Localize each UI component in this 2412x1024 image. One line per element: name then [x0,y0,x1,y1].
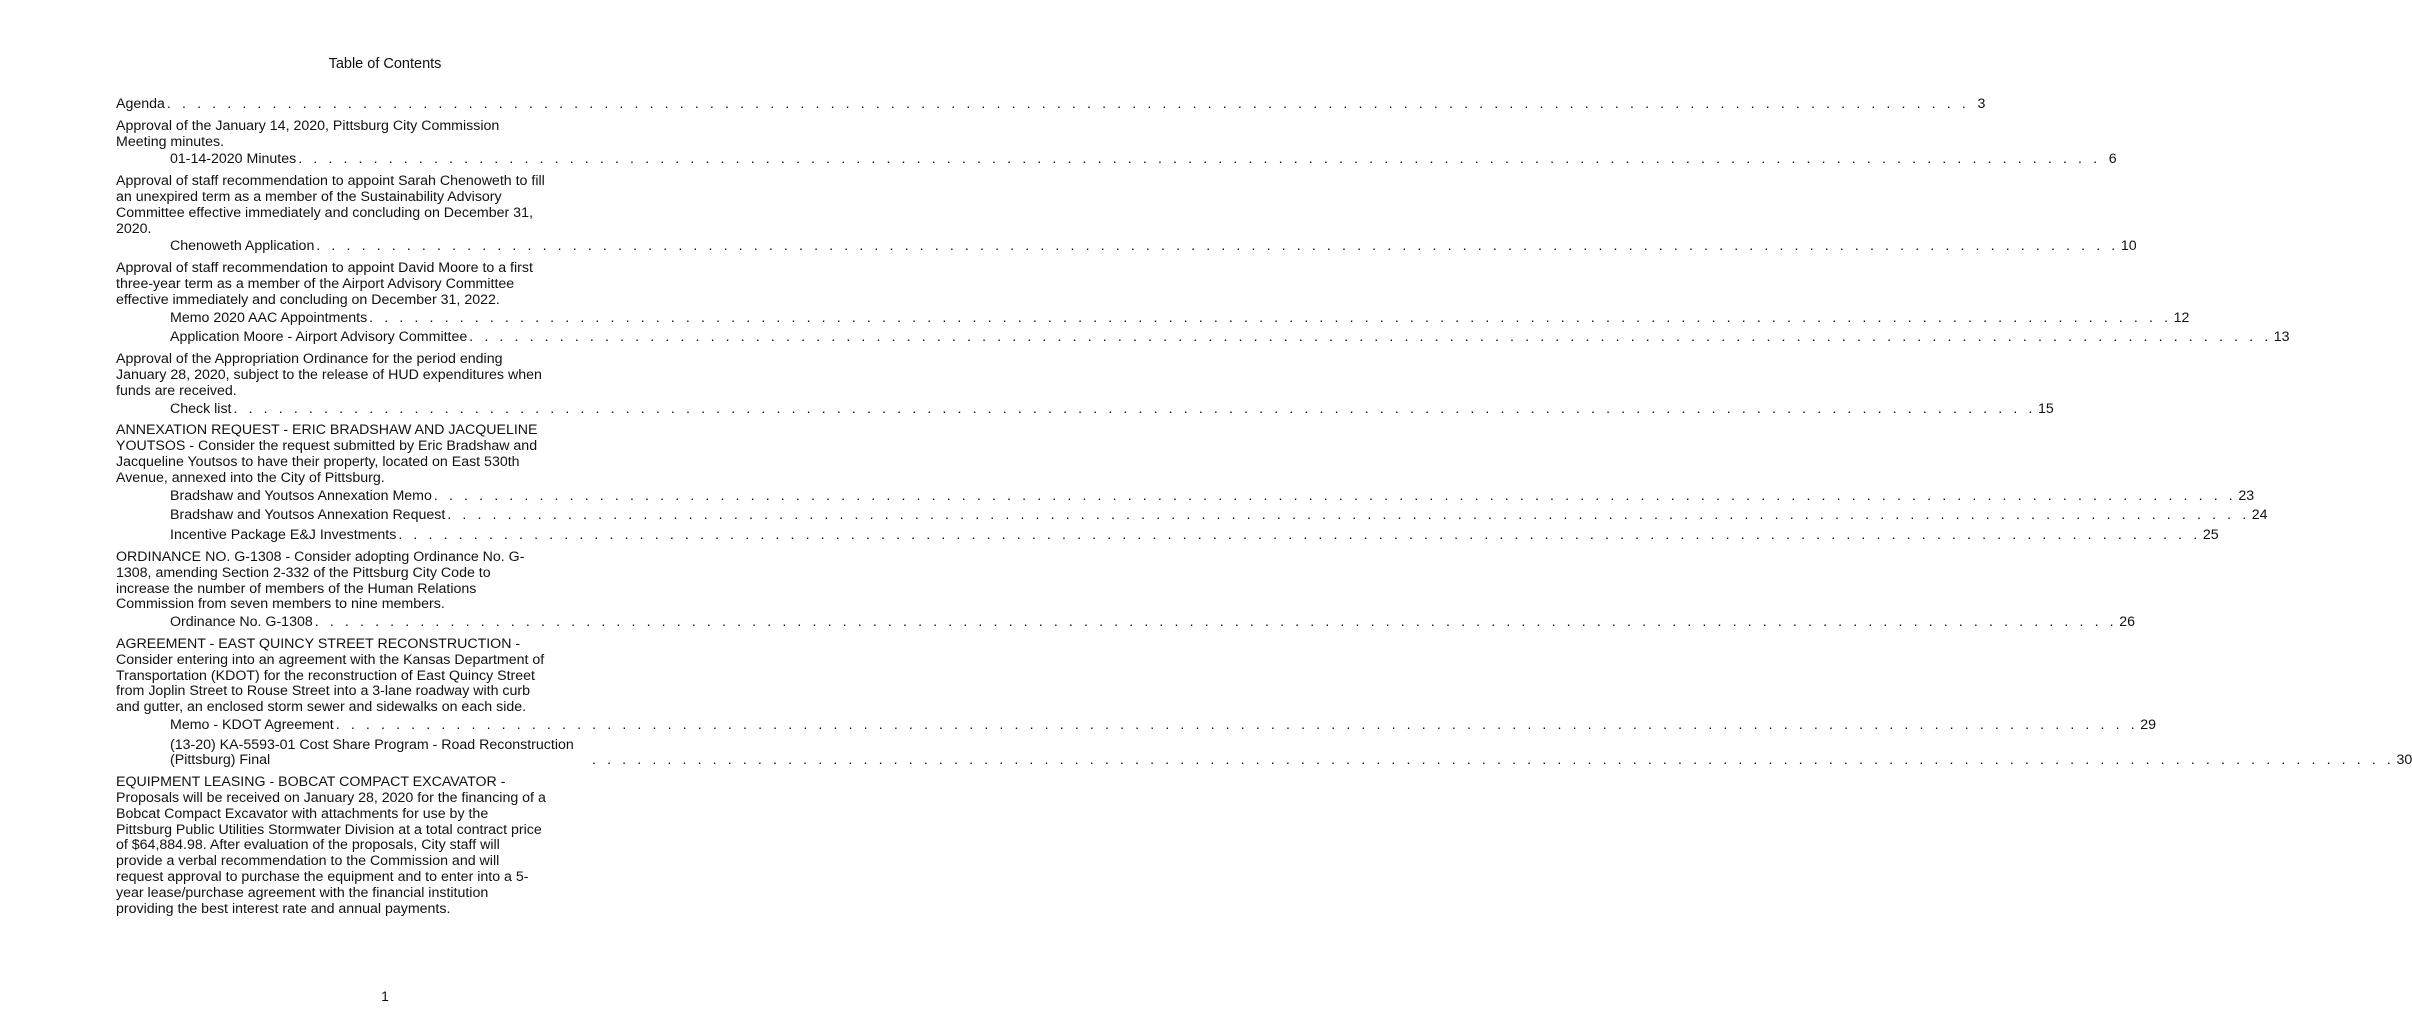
spacer [116,255,616,259]
page-number: 1 [381,988,389,1004]
toc-entry-page: 25 [2202,527,2219,544]
toc-entry-page: 23 [2238,487,2255,504]
dot-leader: . . . . . . . . . . . . . . . . . . . . . . . . . . . . . . . . . . . . . . . . . . . . . . . . . . . . . . . . . . . . . . . . . . . . . . . . . . . . . . . . . . . . . . . . . . . . . . . . . . . . . . . . . . . . . . . . . . . . . . . . [335,716,2139,733]
toc-entry[interactable] [116,736,2412,770]
dot-leader: . . . . . . . . . . . . . . . . . . . . . . . . . . . . . . . . . . . . . . . . . . . . . . . . . . . . . . . . . . . . . . . . . . . . . . . . . . . . . . . . . . . . . . . . . . . . . . . . . . . . . . . . . . . . . . . . . . . . . . . . [447,507,2250,524]
toc-entry-label: Chenoweth Application [170,238,315,255]
dot-leader: . . . . . . . . . . . . . . . . . . . . . . . . . . . . . . . . . . . . . . . . . . . . . . . . . . . . . . . . . . . . . . . . . . . . . . . . . . . . . . . . . . . . . . . . . . . . . . . . . . . . . . . . . . . . . . . . . . . . . . . . [369,309,2172,326]
spacer [116,113,616,117]
toc-item-description: ORDINANCE NO. G-1308 - Consider adopting Ordinance No. G-1308, amending Section 2-332 of the Pittsburg City Code to increase the number of members of the Human Relations Commission from seven members to nine members. [116,548,525,613]
toc-entry-label: Agenda [116,96,165,112]
toc-entry-label: Check list [170,400,232,417]
dot-leader: . . . . . . . . . . . . . . . . . . . . . . . . . . . . . . . . . . . . . . . . . . . . . . . . . . . . . . . . . . . . . . . . . . . . . . . . . . . . . . . . . . . . . . . . . . . . . . . . . . . . . . . . . . . . . . . . . . . . . . . . [592,752,2395,769]
toc-item-description: Approval of staff recommendation to appoint Sarah Chenoweth to fill an unexpired term as a member of the Sustainability Advisory Committee effective immediately and concluding on December 31, 2020. [116,173,545,237]
toc-entry[interactable] [116,329,2290,346]
toc-entry-page: 15 [2037,400,2054,417]
dot-leader: . . . . . . . . . . . . . . . . . . . . . . . . . . . . . . . . . . . . . . . . . . . . . . . . . . . . . . . . . . . . . . . . . . . . . . . . . . . . . . . . . . . . . . . . . . . . . . . . . . . . . . . . . . . . . . . . . . . . . . . . [469,329,2272,346]
toc-entry-label: Bradshaw and Youtsos Annexation Request [170,507,446,524]
toc-entry[interactable] [116,151,2117,168]
toc-entry-label: Memo 2020 AAC Appointments [170,309,368,326]
toc-entry-page: 13 [2273,329,2290,346]
toc-entry-page: 6 [2108,151,2117,168]
toc-item-description: EQUIPMENT LEASING - BOBCAT COMPACT EXCAVATOR - Proposals will be received on January 28, 2020 for the financing of a Bobcat Compact Excavator with attachments for use by the Pittsburg Public Utilities Stormwater Division at a total contract price of $64,884.98. After evaluation of the proposals, City staff will provide a verbal recommendation to the Commission and will request approval to purchase the equipment and to enter into a 5-year lease/purchase agreement with the financial institution providing the best interest rate and annual payments. [116,774,546,917]
toc-entry-page: 12 [2173,309,2190,326]
toc-entry[interactable] [116,96,1986,113]
dot-leader: . . . . . . . . . . . . . . . . . . . . . . . . . . . . . . . . . . . . . . . . . . . . . . . . . . . . . . . . . . . . . . . . . . . . . . . . . . . . . . . . . . . . . . . . . . . . . . . . . . . . . . . . . . . . . . . . . . . . . . . . [316,238,2119,255]
toc-entry-label: Application Moore - Airport Advisory Committee [170,329,468,346]
dot-leader: . . . . . . . . . . . . . . . . . . . . . . . . . . . . . . . . . . . . . . . . . . . . . . . . . . . . . . . . . . . . . . . . . . . . . . . . . . . . . . . . . . . . . . . . . . . . . . . . . . . . . . . . . . . . . . . . . . . . . . . . [298,151,2101,168]
toc-entry-page: 24 [2251,507,2268,524]
table-of-contents [116,96,2412,919]
spacer [116,544,616,548]
toc-entry-label: Incentive Package E&J Investments [170,527,397,544]
toc-entry[interactable] [116,614,2136,631]
toc-entry-page: 3 [1977,96,1986,112]
toc-entry-page: 26 [2119,614,2136,631]
dot-leader: . . . . . . . . . . . . . . . . . . . . . . . . . . . . . . . . . . . . . . . . . . . . . . . . . . . . . . . . . . . . . . . . . . . . . . . . . . . . . . . . . . . . . . . . . . . . . . . . . . . . . . . . . . . . . . . . . . . . . . . . [314,614,2118,631]
toc-entry-page: 29 [2140,716,2157,733]
spacer [116,346,616,350]
toc-entry[interactable] [116,507,2268,524]
toc-item-description: Approval of the Appropriation Ordinance for the period ending January 28, 2020, subject to the release of HUD expenditures when funds are received. [116,351,542,399]
spacer [116,631,616,635]
toc-entry[interactable] [116,527,2219,544]
toc-item-description: ANNEXATION REQUEST - ERIC BRADSHAW AND JACQUELINE YOUTSOS - Consider the request submitted by Eric Bradshaw and Jacqueline Youtsos to have their property, located on East 530th Avenue, annexed into the City of Pittsburg. [116,422,538,486]
spacer [116,168,616,172]
spacer [116,769,616,773]
toc-entry-label: Memo - KDOT Agreement [170,716,334,733]
toc-item-description: Approval of staff recommendation to appoint David Moore to a first three-year term as a member of the Airport Advisory Committee effective immediately and concluding on December 31, 2022. [116,260,533,308]
toc-entry[interactable] [116,487,2255,505]
dot-leader: . . . . . . . . . . . . . . . . . . . . . . . . . . . . . . . . . . . . . . . . . . . . . . . . . . . . . . . . . . . . . . . . . . . . . . . . . . . . . . . . . . . . . . . . . . . . . . . . . . . . . . . . . . . . . . . . . . . . . . . . [433,487,2237,504]
dot-leader: . . . . . . . . . . . . . . . . . . . . . . . . . . . . . . . . . . . . . . . . . . . . . . . . . . . . . . . . . . . . . . . . . . . . . . . . . . . . . . . . . . . . . . . . . . . . . . . . . . . . . . . . . . . . . . . . . . . . . . . . [398,527,2201,544]
toc-entry-label: Bradshaw and Youtsos Annexation Memo [170,487,432,504]
toc-entry-label: (13-20) KA-5593-01 Cost Share Program - Road Reconstruction (Pittsburg) Final [170,736,574,769]
toc-entry[interactable] [116,716,2157,734]
toc-entry-page: 30 [2396,752,2412,769]
page-title: Table of Contents [328,56,442,72]
toc-entry[interactable] [116,400,2054,418]
spacer [116,417,616,421]
toc-entry[interactable] [116,238,2137,255]
toc-entry-label: Ordinance No. G-1308 [170,614,313,631]
dot-leader: . . . . . . . . . . . . . . . . . . . . . . . . . . . . . . . . . . . . . . . . . . . . . . . . . . . . . . . . . . . . . . . . . . . . . . . . . . . . . . . . . . . . . . . . . . . . . . . . . . . . . . . . . . . . . . . . . . . . . . . . [233,400,2036,417]
toc-item-description: Approval of the January 14, 2020, Pittsburg City Commission Meeting minutes. [116,117,500,150]
toc-entry[interactable] [116,309,2190,327]
toc-item-description: AGREEMENT - EAST QUINCY STREET RECONSTRUCTION - Consider entering into an agreement with the Kansas Department of Transportation (KDOT) for the reconstruction of East Quincy Street from Joplin Street to Rouse Street into a 3-lane roadway with curb and gutter, an enclosed storm sewer and sidewalks on each side. [116,635,545,716]
toc-entry-page: 10 [2120,238,2137,255]
toc-entry-label: 01-14-2020 Minutes [170,151,297,168]
dot-leader: . . . . . . . . . . . . . . . . . . . . . . . . . . . . . . . . . . . . . . . . . . . . . . . . . . . . . . . . . . . . . . . . . . . . . . . . . . . . . . . . . . . . . . . . . . . . . . . . . . . . . . . . . . . . . . . . . . . . . . . . [166,96,1970,112]
